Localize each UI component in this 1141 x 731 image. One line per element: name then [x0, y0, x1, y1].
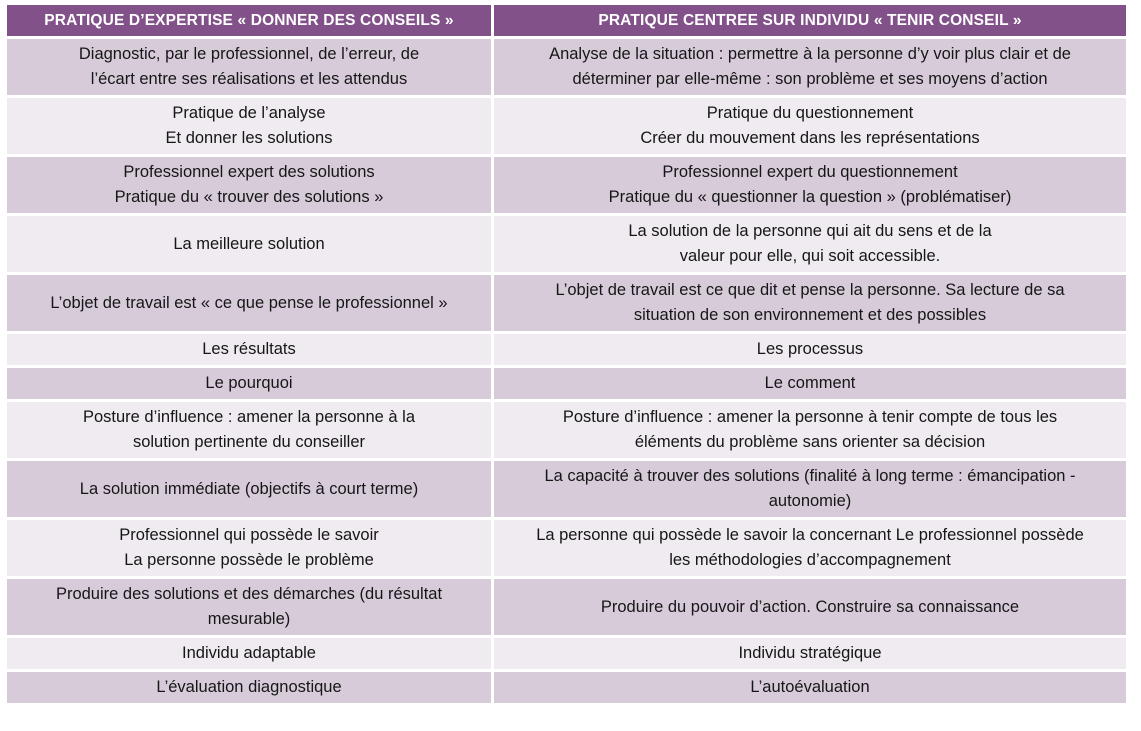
cell-text-line: valeur pour elle, qui soit accessible.	[679, 247, 941, 265]
cell-person-centered-practice	[494, 402, 1126, 458]
table-row	[7, 579, 1126, 635]
cell-text-line: La meilleure solution	[173, 234, 325, 253]
cell-expertise-practice	[7, 368, 491, 399]
cell-text	[494, 464, 1126, 514]
cell-text-line: les méthodologies d’accompagnement	[669, 551, 951, 569]
cell-text	[494, 641, 1126, 666]
cell-text	[7, 101, 491, 151]
cell-text	[7, 291, 491, 316]
cell-expertise-practice	[7, 638, 491, 669]
cell-text	[7, 641, 491, 666]
table-row	[7, 275, 1126, 331]
cell-expertise-practice	[7, 579, 491, 635]
cell-expertise-practice	[7, 461, 491, 517]
cell-expertise-practice	[7, 520, 491, 576]
cell-expertise-practice	[7, 157, 491, 213]
cell-text-line: situation de son environnement et des possibles	[633, 306, 987, 324]
cell-text-line: Pratique du « questionner la question » (problématiser)	[608, 188, 1012, 206]
cell-text-line: L’autoévaluation	[750, 678, 870, 696]
cell-text	[7, 337, 491, 362]
table-row	[7, 638, 1126, 669]
cell-text-line: L’objet de travail est ce que dit et pense la personne. Sa lecture de sa	[555, 281, 1065, 299]
cell-person-centered-practice	[494, 157, 1126, 213]
table-row	[7, 368, 1126, 399]
cell-text-line: Professionnel qui possède le savoir	[119, 526, 379, 544]
cell-text	[7, 582, 491, 632]
practice-comparison-table	[4, 2, 1129, 706]
cell-text	[494, 42, 1126, 92]
cell-text-line: Posture d’influence : amener la personne à tenir compte de tous les	[562, 408, 1058, 426]
cell-text-line: Individu adaptable	[182, 644, 316, 662]
table-row	[7, 157, 1126, 213]
table-row	[7, 461, 1126, 517]
cell-person-centered-practice	[494, 334, 1126, 365]
cell-expertise-practice	[7, 402, 491, 458]
table-body	[7, 39, 1126, 703]
cell-text	[7, 523, 491, 573]
cell-text-line: autonomie)	[768, 492, 852, 510]
cell-text-line: L’objet de travail est « ce que pense le professionnel »	[50, 293, 448, 312]
cell-text-line: Et donner les solutions	[165, 129, 333, 147]
cell-expertise-practice	[7, 334, 491, 365]
cell-expertise-practice	[7, 275, 491, 331]
table-row	[7, 334, 1126, 365]
cell-text-line: Posture d’influence : amener la personne à la	[82, 408, 416, 426]
column-header-person-centered-practice: PRATIQUE CENTREE SUR INDIVIDU « TENIR CONSEIL »	[494, 5, 1126, 36]
table-row	[7, 402, 1126, 458]
cell-text-line: Professionnel expert du questionnement	[662, 163, 958, 181]
cell-text-line: mesurable)	[207, 610, 291, 628]
cell-text-line: Pratique du questionnement	[706, 104, 914, 122]
column-header-expertise-practice: PRATIQUE D’EXPERTISE « DONNER DES CONSEILS »	[7, 5, 491, 36]
cell-text-line: La capacité à trouver des solutions (finalité à long terme : émancipation -	[544, 467, 1076, 485]
cell-expertise-practice	[7, 39, 491, 95]
cell-text-line: Pratique de l’analyse	[172, 104, 326, 122]
cell-text	[494, 371, 1126, 396]
cell-text-line: Le comment	[764, 374, 856, 392]
cell-person-centered-practice	[494, 368, 1126, 399]
cell-text-line: La personne possède le problème	[124, 551, 374, 569]
cell-text-line: Pratique du « trouver des solutions »	[114, 188, 384, 206]
cell-person-centered-practice	[494, 275, 1126, 331]
table-header	[7, 5, 1126, 36]
cell-person-centered-practice	[494, 461, 1126, 517]
table-row	[7, 672, 1126, 703]
cell-text-line: Les résultats	[202, 340, 296, 358]
cell-text-line: solution pertinente du conseiller	[132, 433, 366, 451]
cell-text-line: La solution de la personne qui ait du sens et de la	[628, 222, 992, 240]
cell-text-line: Produire du pouvoir d’action. Construire sa connaissance	[600, 597, 1020, 616]
cell-text-line: Créer du mouvement dans les représentations	[640, 129, 980, 147]
cell-expertise-practice	[7, 98, 491, 154]
cell-text-line: Les processus	[756, 340, 864, 358]
cell-person-centered-practice	[494, 579, 1126, 635]
cell-text-line: éléments du problème sans orienter sa décision	[634, 433, 986, 451]
cell-text-line: La solution immédiate (objectifs à court terme)	[79, 479, 419, 498]
table-row	[7, 520, 1126, 576]
cell-text	[494, 595, 1126, 620]
table-row	[7, 216, 1126, 272]
cell-text	[7, 371, 491, 396]
cell-text	[494, 337, 1126, 362]
cell-text	[7, 42, 491, 92]
cell-person-centered-practice	[494, 39, 1126, 95]
cell-text	[7, 232, 491, 257]
cell-text	[7, 675, 491, 700]
cell-text	[7, 405, 491, 455]
cell-text	[494, 160, 1126, 210]
cell-text-line: Analyse de la situation : permettre à la personne d’y voir plus clair et de	[549, 45, 1071, 63]
cell-text-line: déterminer par elle-même : son problème et ses moyens d’action	[572, 70, 1048, 88]
cell-text-line: Diagnostic, par le professionnel, de l’erreur, de	[78, 45, 420, 63]
cell-person-centered-practice	[494, 98, 1126, 154]
cell-text-line: l’écart entre ses réalisations et les attendus	[90, 70, 408, 88]
cell-text	[494, 219, 1126, 269]
cell-person-centered-practice	[494, 216, 1126, 272]
cell-person-centered-practice	[494, 672, 1126, 703]
cell-person-centered-practice	[494, 638, 1126, 669]
cell-text	[494, 675, 1126, 700]
cell-expertise-practice	[7, 672, 491, 703]
cell-text	[494, 523, 1126, 573]
cell-text	[494, 405, 1126, 455]
cell-text-line: Le pourquoi	[205, 374, 293, 392]
cell-person-centered-practice	[494, 520, 1126, 576]
table-row	[7, 98, 1126, 154]
table-row	[7, 39, 1126, 95]
cell-text	[494, 101, 1126, 151]
cell-expertise-practice	[7, 216, 491, 272]
cell-text	[494, 278, 1126, 328]
cell-text-line: L’évaluation diagnostique	[156, 678, 342, 696]
cell-text-line: Produire des solutions et des démarches (du résultat	[55, 585, 443, 603]
cell-text-line: Individu stratégique	[738, 644, 882, 662]
cell-text-line: Professionnel expert des solutions	[123, 163, 375, 181]
cell-text	[7, 477, 491, 502]
cell-text	[7, 160, 491, 210]
header-row	[7, 5, 1126, 36]
cell-text-line: La personne qui possède le savoir la concernant Le professionnel possède	[536, 526, 1084, 544]
